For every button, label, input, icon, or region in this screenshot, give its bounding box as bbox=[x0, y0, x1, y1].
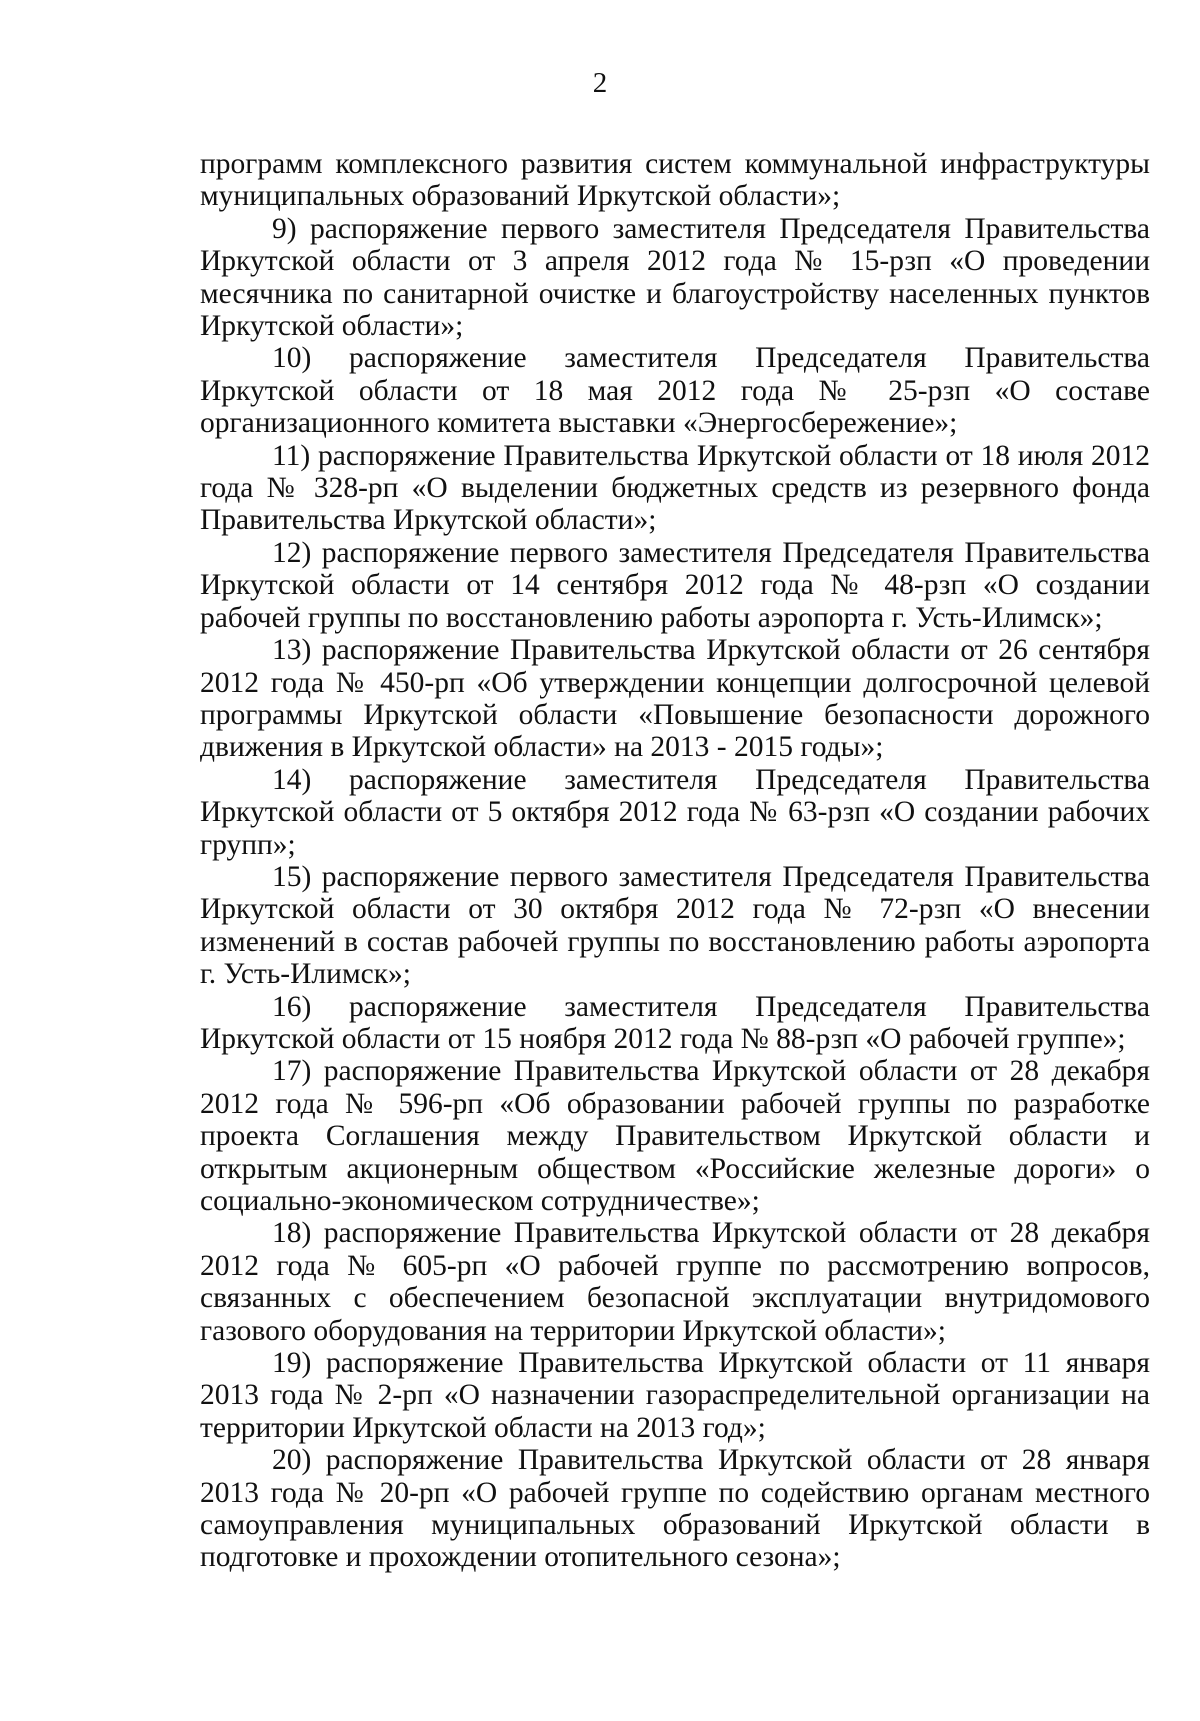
list-item-9: 9) распоряжение первого заместителя Председателя Правительства Иркутской области от 3 апреля 2012 года № 15-рзп «О проведении месячника по санитарной очистке и благоустройству населенных пунктов Иркутской области»; bbox=[200, 212, 1150, 343]
page-number: 2 bbox=[592, 67, 608, 99]
paragraph-continuation: программ комплексного развития систем коммунальной инфраструктуры муниципальных образований Иркутской области»; bbox=[200, 148, 1150, 213]
list-item-12: 12) распоряжение первого заместителя Председателя Правительства Иркутской области от 14 сентября 2012 года № 48-рзп «О создании рабочей группы по восстановлению работы аэропорта г. Усть-Илимск»; bbox=[200, 536, 1150, 634]
list-item-20: 20) распоряжение Правительства Иркутской области от 28 января 2013 года № 20-рп «О рабочей группе по содействию органам местного самоуправления муниципальных образований Иркутской области в подготовке и прохождении отопительного сезона»; bbox=[200, 1444, 1150, 1574]
list-item-13: 13) распоряжение Правительства Иркутской области от 26 сентября 2012 года № 450-рп «Об утверждении концепции долгосрочной целевой программы Иркутской области «Повышение безопасности дорожного движения в Иркутской области» на 2013 - 2015 годы»; bbox=[200, 634, 1150, 764]
list-item-17: 17) распоряжение Правительства Иркутской области от 28 декабря 2012 года № 596-рп «Об образовании рабочей группы по разработке проекта Соглашения между Правительством Иркутской области и открытым акционерным обществом «Российские железные дороги» о социально-экономическом сотрудничестве»; bbox=[200, 1055, 1150, 1217]
list-item-19: 19) распоряжение Правительства Иркутской области от 11 января 2013 года № 2-рп «О назначении газораспределительной организации на территории Иркутской области на 2013 год»; bbox=[200, 1347, 1150, 1444]
document-body bbox=[200, 148, 1150, 1574]
list-item-16: 16) распоряжение заместителя Председателя Правительства Иркутской области от 15 ноября 2012 года № 88-рзп «О рабочей группе»; bbox=[200, 990, 1150, 1055]
list-item-10: 10) распоряжение заместителя Председателя Правительства Иркутской области от 18 мая 2012 года № 25-рзп «О составе организационного комитета выставки «Энергосбережение»; bbox=[200, 342, 1150, 440]
list-item-11: 11) распоряжение Правительства Иркутской области от 18 июля 2012 года № 328-рп «О выделении бюджетных средств из резервного фонда Правительства Иркутской области»; bbox=[200, 439, 1150, 537]
list-item-15: 15) распоряжение первого заместителя Председателя Правительства Иркутской области от 30 октября 2012 года № 72-рзп «О внесении изменений в состав рабочей группы по восстановлению работы аэропорта г. Усть-Илимск»; bbox=[200, 860, 1150, 991]
list-item-14: 14) распоряжение заместителя Председателя Правительства Иркутской области от 5 октября 2012 года № 63-рзп «О создании рабочих групп»; bbox=[200, 763, 1150, 861]
list-item-18: 18) распоряжение Правительства Иркутской области от 28 декабря 2012 года № 605-рп «О рабочей группе по рассмотрению вопросов, связанных с обеспечением безопасной эксплуатации внутридомового газового оборудования на территории Иркутской области»; bbox=[200, 1217, 1150, 1347]
